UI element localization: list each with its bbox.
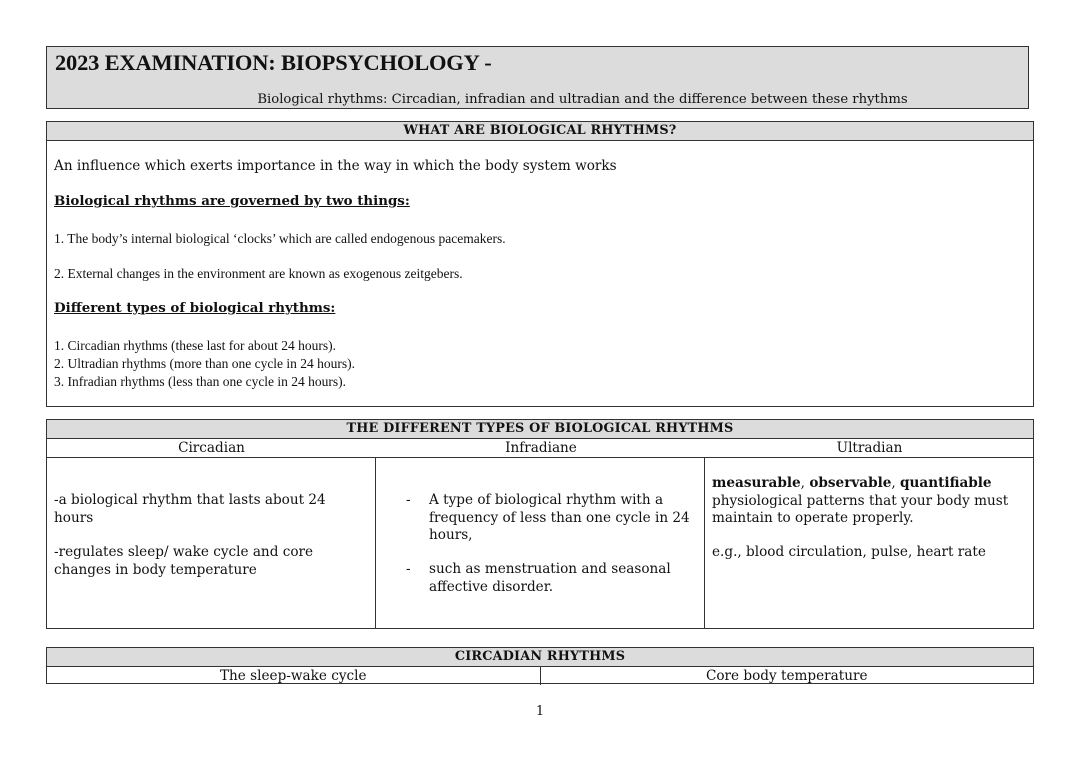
document-subtitle: Biological rhythms: Circadian, infradian and ultradian and the difference between these rhythms — [257, 92, 908, 107]
page-number: 1 — [535, 704, 545, 719]
ultradian-cell — [705, 458, 1033, 629]
dash-bullet: - — [406, 492, 411, 508]
what-are-section — [46, 121, 1034, 407]
circadian-regulation: -regulates sleep/ wake cycle and core changes in body temperature — [54, 544, 314, 578]
ultradian-keyword: observable — [809, 475, 892, 491]
document-title: 2023 EXAMINATION: BIOPSYCHOLOGY - — [55, 50, 492, 75]
infradian-examples: such as menstruation and seasonal affective disorder. — [429, 561, 671, 595]
title-box — [46, 46, 1029, 109]
column-sleep-wake: The sleep-wake cycle — [47, 667, 541, 685]
infradian-cell — [376, 458, 705, 629]
types-item: 1. Circadian rhythms (these last for about 24 hours). — [54, 338, 336, 353]
circadian-cell — [47, 458, 376, 629]
table-heading: THE DIFFERENT TYPES OF BIOLOGICAL RHYTHMS — [47, 420, 1033, 439]
section-heading: CIRCADIAN RHYTHMS — [47, 648, 1033, 667]
separator: , — [800, 475, 810, 491]
dash-bullet: - — [406, 561, 411, 577]
types-heading: Different types of biological rhythms: — [54, 300, 336, 316]
table-body — [47, 458, 1033, 629]
table-column-headers — [47, 439, 1033, 458]
governed-item: 2. External changes in the environment are known as exogenous zeitgebers. — [54, 266, 463, 281]
governed-item: 1. The body’s internal biological ‘clocks’ which are called endogenous pacemakers. — [54, 231, 506, 246]
column-header-circadian: Circadian — [178, 440, 245, 456]
circadian-definition: -a biological rhythm that lasts about 24 hours — [54, 492, 326, 526]
section-heading: WHAT ARE BIOLOGICAL RHYTHMS? — [47, 122, 1033, 141]
governed-heading: Biological rhythms are governed by two things: — [54, 193, 410, 209]
column-header-infradian: Infradiane — [505, 440, 577, 456]
infradian-definition: A type of biological rhythm with a frequency of less than one cycle in 24 hours, — [429, 492, 690, 543]
separator: , — [891, 475, 901, 491]
types-item: 2. Ultradian rhythms (more than one cycle in 24 hours). — [54, 356, 356, 371]
types-item: 3. Infradian rhythms (less than one cycle in 24 hours). — [54, 374, 347, 389]
ultradian-description: physiological patterns that your body must maintain to operate properly. — [712, 492, 1009, 526]
column-header-ultradian: Ultradian — [836, 440, 903, 456]
ultradian-keyword: quantifiable — [900, 475, 992, 491]
circadian-rhythms-section — [46, 647, 1034, 684]
column-core-temperature: Core body temperature — [705, 668, 868, 684]
types-table — [46, 419, 1034, 629]
intro-text: An influence which exerts importance in the way in which the body system works — [54, 158, 617, 174]
ultradian-examples: e.g., blood circulation, pulse, heart rate — [712, 544, 986, 560]
ultradian-definition — [712, 475, 1027, 528]
ultradian-keyword: measurable — [712, 475, 801, 491]
section-columns — [47, 667, 1033, 685]
